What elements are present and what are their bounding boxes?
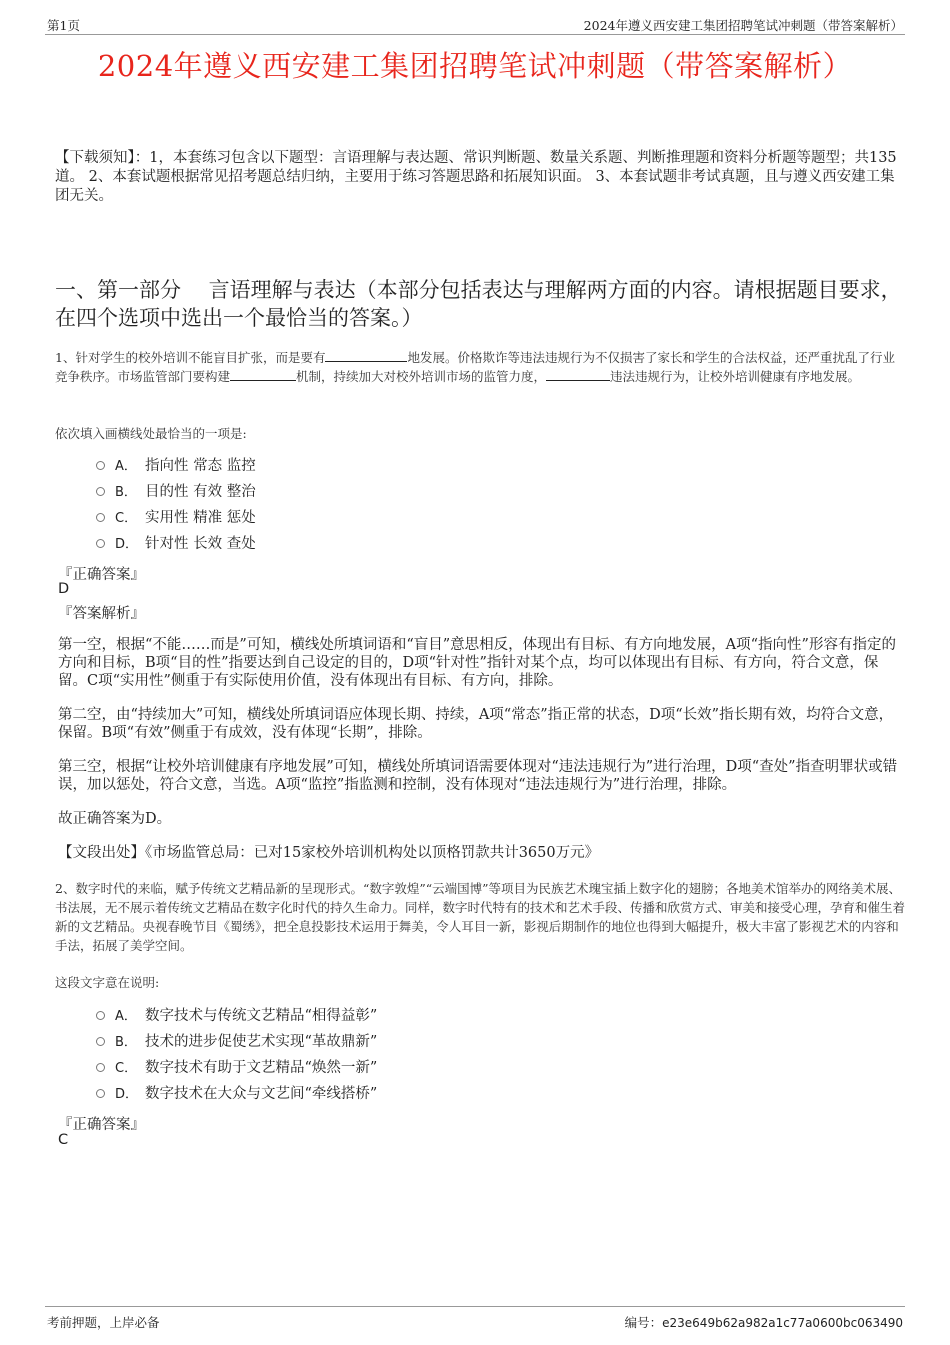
radio-icon[interactable]	[96, 1063, 105, 1072]
radio-icon[interactable]	[96, 539, 105, 548]
page-footer	[45, 1306, 905, 1330]
q1-analysis-3: 第三空，根据“让校外培训健康有序地发展”可知，横线处所填词语需要体现对“违法违规行为”进行治理，D项“查处”指查明罪状或错误，加以惩处，符合文意，当选。A项“监控”指监测和控制，没有体现对“违法违规行为”进行治理，排除。	[58, 759, 898, 793]
radio-icon[interactable]	[96, 1011, 105, 1020]
radio-icon[interactable]	[96, 461, 105, 470]
page-header	[45, 14, 905, 35]
radio-icon[interactable]	[96, 487, 105, 496]
radio-icon[interactable]	[96, 1089, 105, 1098]
radio-icon[interactable]	[96, 513, 105, 522]
question-1-prompt: 依次填入画横线处最恰当的一项是:	[55, 426, 247, 441]
question-2-prompt: 这段文字意在说明:	[55, 975, 160, 990]
q2-option-d[interactable]: D． 数字技术在大众与文艺间“牵线搭桥”	[96, 1084, 377, 1104]
q2-answer: C	[58, 1132, 69, 1148]
q2-option-a[interactable]: A． 数字技术与传统文艺精品“相得益彰”	[96, 1006, 377, 1026]
q1-option-d[interactable]: D． 针对性 长效 查处	[96, 534, 256, 554]
page-number: 第1页	[47, 18, 80, 33]
document-code: 编号：e23e649b62a982a1c77a0600bc063490	[624, 1315, 903, 1330]
blank-1	[325, 349, 407, 362]
q1-source: 【文段出处】《市场监管总局：已对15家校外培训机构处以顶格罚款共计3650万元》	[58, 845, 600, 861]
q1-analysis-1: 第一空，根据“不能……而是”可知，横线处所填词语和“盲目”意思相反，体现出有目标、有方向地发展，A项“指向性”形容有指定的方向和目标，B项“目的性”指要达到自己设定的目的，D项“针对性”指针对某个点，均可以体现出有目标、有方向，符合文意，保留。C项“实用性”侧重于有实际使用价值，没有体现出有目标、有方向，排除。	[58, 637, 896, 689]
q2-option-c[interactable]: C． 数字技术有助于文艺精品“焕然一新”	[96, 1058, 377, 1078]
header-doc-title: 2024年遵义西安建工集团招聘笔试冲刺题（带答案解析）	[583, 18, 903, 33]
q1-analysis-2: 第二空，由“持续加大”可知，横线处所填词语应体现长期、持续，A项“常态”指正常的状态，D项“长效”指长期有效，均符合文意，保留。B项“有效”侧重于有成效，没有体现“长期”，排除。	[58, 707, 894, 741]
q1-analysis-label: 『答案解析』	[58, 606, 145, 622]
q2-option-b[interactable]: B． 技术的进步促使艺术实现“革故鼎新”	[96, 1032, 377, 1052]
footer-slogan: 考前押题，上岸必备	[47, 1315, 160, 1330]
q1-conclusion: 故正确答案为D。	[58, 811, 172, 827]
q1-option-c[interactable]: C． 实用性 精准 惩处	[96, 508, 256, 528]
q2-answer-label: 『正确答案』	[58, 1117, 145, 1133]
question-1-stem: 1、针对学生的校外培训不能盲目扩张，而是要有 地发展。价格欺诈等违法违规行为不仅损害了家长和学生的合法权益，还严重扰乱了行业竞争秩序。市场监管部门要构建 机制，持续加大对校外培训市场的监管力度， 违法违规行为，让校外培训健康有序地发展。	[55, 350, 895, 384]
download-notice: 【下载须知】：1，本套练习包含以下题型：言语理解与表达题、常识判断题、数量关系题、判断推理题和资料分析题等题型；共135道。 2、本套试题根据常见招考题总结归纳，主要用于练习答题思路和拓展知识面。 3、本套试题非考试真题，且与遵义西安建工集团无关。	[55, 150, 897, 204]
q1-option-b[interactable]: B． 目的性 有效 整治	[96, 482, 256, 502]
radio-icon[interactable]	[96, 1037, 105, 1046]
blank-2	[230, 368, 296, 381]
document-title: 2024年遵义西安建工集团招聘笔试冲刺题（带答案解析）	[97, 49, 853, 83]
section-heading: 一、第一部分 言语理解与表达（本部分包括表达与理解两方面的内容。请根据题目要求，在四个选项中选出一个最恰当的答案。）	[55, 278, 902, 330]
blank-3	[546, 368, 610, 381]
q1-option-a[interactable]: A． 指向性 常态 监控	[96, 456, 256, 476]
question-2-stem: 2、数字时代的来临，赋予传统文艺精品新的呈现形式。“数字敦煌”“云端国博”等项目为民族艺术瑰宝插上数字化的翅膀；各地美术馆举办的网络美术展、书法展，无不展示着传统文艺精品在数字化时代的持久生命力。同样，数字时代特有的技术和艺术手段、传播和欣赏方式、审美和接受心理，孕育和催生着新的文艺精品。央视春晚节目《蜀绣》，把全息投影技术运用于舞美，令人耳目一新，影视后期制作的地位也得到大幅提升，极大丰富了影视艺术的内容和手法，拓展了美学空间。	[55, 881, 906, 953]
q1-answer: D	[58, 581, 70, 597]
q1-answer-label: 『正确答案』	[58, 567, 145, 583]
